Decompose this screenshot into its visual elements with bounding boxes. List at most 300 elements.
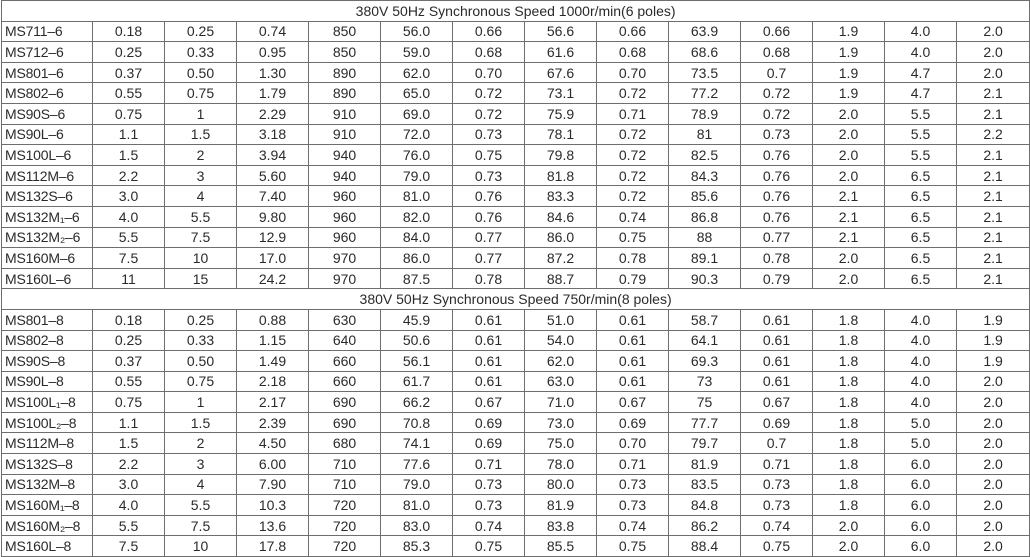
table-cell: 2.0: [957, 515, 1030, 536]
table-cell: 0.72: [597, 186, 669, 207]
table-cell: 6.5: [885, 165, 957, 186]
table-cell: 24.2: [237, 268, 309, 289]
table-cell: 5.5: [93, 515, 165, 536]
table-cell: 7.5: [165, 515, 237, 536]
table-cell: 4.0: [93, 206, 165, 227]
table-cell: 50.6: [381, 330, 453, 351]
table-cell: 61.6: [525, 42, 597, 63]
table-cell: 0.76: [741, 145, 813, 166]
table-row: [2, 248, 1030, 269]
table-cell: 58.7: [669, 309, 741, 330]
table-cell: 0.77: [453, 248, 525, 269]
table-row: [2, 454, 1030, 475]
table-cell: 15: [165, 268, 237, 289]
table-cell: 1.8: [813, 371, 885, 392]
table-cell: 0.55: [93, 371, 165, 392]
table-cell: 0.74: [237, 21, 309, 42]
table-cell: 2.0: [957, 412, 1030, 433]
table-cell: 6.0: [885, 515, 957, 536]
table-cell: 5.5: [885, 145, 957, 166]
table-cell: 68.6: [669, 42, 741, 63]
table-cell: 0.71: [597, 454, 669, 475]
table-cell: 54.0: [525, 330, 597, 351]
table-cell: 0.68: [453, 42, 525, 63]
table-cell: 0.61: [597, 351, 669, 372]
table-cell: 2.0: [813, 268, 885, 289]
table-cell: 1.9: [813, 83, 885, 104]
table-row: [2, 186, 1030, 207]
table-cell: 0.73: [597, 474, 669, 495]
table-row: [2, 474, 1030, 495]
table-cell: 1.8: [813, 412, 885, 433]
table-cell: 720: [309, 515, 381, 536]
table-cell: 0.50: [165, 351, 237, 372]
table-cell: 82.5: [669, 145, 741, 166]
table-cell: 5.5: [93, 227, 165, 248]
motor-spec-table: [1, 0, 1030, 557]
table-cell: 1.9: [813, 21, 885, 42]
table-cell: 2.1: [813, 227, 885, 248]
model-cell: MS160M₂–8: [2, 515, 93, 536]
table-cell: 56.6: [525, 21, 597, 42]
table-cell: 5.5: [165, 495, 237, 516]
table-cell: 0.69: [741, 412, 813, 433]
table-cell: 12.9: [237, 227, 309, 248]
table-cell: 85.6: [669, 186, 741, 207]
model-cell: MS90S–6: [2, 103, 93, 124]
table-cell: 2.0: [957, 454, 1030, 475]
table-cell: 0.76: [453, 206, 525, 227]
table-cell: 0.70: [597, 433, 669, 454]
table-cell: 890: [309, 62, 381, 83]
model-cell: MS160L–8: [2, 536, 93, 557]
table-row: [2, 206, 1030, 227]
table-row: [2, 62, 1030, 83]
table-cell: 0.76: [741, 206, 813, 227]
table-cell: 6.0: [885, 474, 957, 495]
table-cell: 67.6: [525, 62, 597, 83]
table-cell: 2.0: [957, 42, 1030, 63]
table-cell: 81.9: [525, 495, 597, 516]
table-cell: 0.75: [165, 371, 237, 392]
table-cell: 0.72: [453, 103, 525, 124]
table-row: [2, 330, 1030, 351]
table-cell: 0.72: [597, 83, 669, 104]
table-cell: 690: [309, 412, 381, 433]
table-cell: 1: [165, 392, 237, 413]
table-cell: 77.6: [381, 454, 453, 475]
table-cell: 0.61: [453, 371, 525, 392]
table-cell: 2.1: [957, 145, 1030, 166]
table-cell: 0.73: [453, 495, 525, 516]
table-cell: 0.67: [597, 392, 669, 413]
table-cell: 2.0: [957, 371, 1030, 392]
table-cell: 1.9: [813, 42, 885, 63]
table-cell: 3: [165, 165, 237, 186]
table-cell: 78.9: [669, 103, 741, 124]
table-cell: 2.39: [237, 412, 309, 433]
table-cell: 0.69: [597, 412, 669, 433]
table-cell: 0.69: [453, 433, 525, 454]
table-cell: 2.0: [957, 433, 1030, 454]
table-cell: 75: [669, 392, 741, 413]
table-cell: 0.71: [453, 454, 525, 475]
table-cell: 64.1: [669, 330, 741, 351]
table-cell: 4.7: [885, 62, 957, 83]
table-cell: 56.1: [381, 351, 453, 372]
table-cell: 0.75: [93, 392, 165, 413]
table-cell: 0.77: [741, 227, 813, 248]
table-cell: 81.9: [669, 454, 741, 475]
table-cell: 2.1: [957, 248, 1030, 269]
table-cell: 73.0: [525, 412, 597, 433]
table-cell: 1.8: [813, 474, 885, 495]
table-cell: 940: [309, 165, 381, 186]
table-cell: 0.37: [93, 62, 165, 83]
model-cell: MS90S–8: [2, 351, 93, 372]
table-cell: 0.72: [597, 145, 669, 166]
table-cell: 0.61: [741, 371, 813, 392]
table-cell: 10: [165, 536, 237, 557]
table-cell: 56.0: [381, 21, 453, 42]
model-cell: MS90L–6: [2, 124, 93, 145]
table-cell: 13.6: [237, 515, 309, 536]
model-cell: MS160L–6: [2, 268, 93, 289]
table-cell: 2.1: [813, 206, 885, 227]
table-cell: 6.0: [885, 536, 957, 557]
table-cell: 4.50: [237, 433, 309, 454]
table-cell: 81.0: [381, 495, 453, 516]
table-row: [2, 536, 1030, 557]
table-cell: 69.0: [381, 103, 453, 124]
table-cell: 0.77: [453, 227, 525, 248]
table-cell: 0.61: [597, 371, 669, 392]
table-cell: 88.7: [525, 268, 597, 289]
table-cell: 0.79: [597, 268, 669, 289]
table-row: [2, 495, 1030, 516]
table-cell: 83.3: [525, 186, 597, 207]
model-cell: MS711–6: [2, 21, 93, 42]
table-cell: 89.1: [669, 248, 741, 269]
table-cell: 2.0: [813, 145, 885, 166]
table-cell: 0.78: [597, 248, 669, 269]
table-cell: 960: [309, 206, 381, 227]
table-cell: 850: [309, 42, 381, 63]
table-cell: 0.78: [453, 268, 525, 289]
table-cell: 2.1: [957, 83, 1030, 104]
table-cell: 0.61: [597, 309, 669, 330]
table-cell: 0.61: [453, 309, 525, 330]
table-cell: 80.0: [525, 474, 597, 495]
table-cell: 61.7: [381, 371, 453, 392]
table-cell: 62.0: [381, 62, 453, 83]
table-cell: 1.5: [165, 124, 237, 145]
table-cell: 2.1: [957, 103, 1030, 124]
table-cell: 0.74: [741, 515, 813, 536]
table-row: [2, 433, 1030, 454]
table-cell: 2.0: [957, 536, 1030, 557]
table-cell: 83.0: [381, 515, 453, 536]
table-cell: 84.0: [381, 227, 453, 248]
table-cell: 3.18: [237, 124, 309, 145]
table-cell: 2.1: [813, 186, 885, 207]
table-cell: 2.0: [813, 124, 885, 145]
table-cell: 2.17: [237, 392, 309, 413]
table-cell: 0.73: [741, 474, 813, 495]
model-cell: MS112M–8: [2, 433, 93, 454]
table-cell: 5.5: [165, 206, 237, 227]
table-cell: 2.0: [813, 248, 885, 269]
table-cell: 0.68: [597, 42, 669, 63]
table-cell: 86.0: [525, 227, 597, 248]
section-header-row: [2, 1, 1030, 22]
table-cell: 0.7: [741, 62, 813, 83]
table-cell: 2: [165, 433, 237, 454]
table-cell: 7.90: [237, 474, 309, 495]
table-cell: 0.66: [453, 21, 525, 42]
table-cell: 81.8: [525, 165, 597, 186]
table-cell: 0.55: [93, 83, 165, 104]
table-cell: 87.5: [381, 268, 453, 289]
table-row: [2, 268, 1030, 289]
table-row: [2, 351, 1030, 372]
table-cell: 2.1: [957, 268, 1030, 289]
table-cell: 1.49: [237, 351, 309, 372]
table-cell: 72.0: [381, 124, 453, 145]
table-cell: 910: [309, 103, 381, 124]
table-cell: 0.72: [741, 103, 813, 124]
table-cell: 0.75: [597, 227, 669, 248]
table-cell: 0.75: [453, 536, 525, 557]
model-cell: MS132M₁–6: [2, 206, 93, 227]
model-cell: MS132S–8: [2, 454, 93, 475]
table-cell: 74.1: [381, 433, 453, 454]
table-cell: 1.1: [93, 124, 165, 145]
table-cell: 7.5: [93, 248, 165, 269]
table-cell: 2.2: [93, 165, 165, 186]
table-cell: 960: [309, 186, 381, 207]
table-cell: 87.2: [525, 248, 597, 269]
table-cell: 2.1: [957, 165, 1030, 186]
table-cell: 0.76: [741, 165, 813, 186]
table-cell: 690: [309, 392, 381, 413]
model-cell: MS132M–8: [2, 474, 93, 495]
model-cell: MS132M₂–6: [2, 227, 93, 248]
table-cell: 4.0: [885, 309, 957, 330]
table-cell: 0.71: [741, 454, 813, 475]
table-cell: 6.5: [885, 248, 957, 269]
model-cell: MS712–6: [2, 42, 93, 63]
table-cell: 3.0: [93, 186, 165, 207]
table-cell: 1.8: [813, 433, 885, 454]
table-cell: 59.0: [381, 42, 453, 63]
table-cell: 0.61: [741, 309, 813, 330]
model-cell: MS801–8: [2, 309, 93, 330]
table-cell: 2.2: [957, 124, 1030, 145]
table-cell: 5.0: [885, 412, 957, 433]
table-cell: 0.61: [741, 330, 813, 351]
table-cell: 5.5: [885, 124, 957, 145]
table-cell: 77.2: [669, 83, 741, 104]
table-cell: 0.33: [165, 330, 237, 351]
table-cell: 77.7: [669, 412, 741, 433]
table-cell: 0.66: [741, 21, 813, 42]
table-cell: 0.25: [93, 330, 165, 351]
table-cell: 0.37: [93, 351, 165, 372]
table-cell: 3.94: [237, 145, 309, 166]
table-cell: 0.75: [453, 145, 525, 166]
table-cell: 1.9: [957, 309, 1030, 330]
table-cell: 10: [165, 248, 237, 269]
table-cell: 90.3: [669, 268, 741, 289]
table-cell: 2.0: [813, 536, 885, 557]
table-cell: 0.50: [165, 62, 237, 83]
table-cell: 0.72: [597, 124, 669, 145]
table-row: [2, 145, 1030, 166]
table-cell: 1.8: [813, 309, 885, 330]
table-cell: 0.88: [237, 309, 309, 330]
table-cell: 0.25: [165, 309, 237, 330]
table-cell: 2.0: [957, 21, 1030, 42]
section-title: 380V 50Hz Synchronous Speed 750r/min(8 poles): [2, 289, 1030, 310]
table-cell: 69.3: [669, 351, 741, 372]
table-cell: 0.71: [597, 103, 669, 124]
table-cell: 82.0: [381, 206, 453, 227]
table-cell: 86.0: [381, 248, 453, 269]
table-cell: 940: [309, 145, 381, 166]
table-cell: 75.0: [525, 433, 597, 454]
table-cell: 86.2: [669, 515, 741, 536]
table-cell: 1.8: [813, 351, 885, 372]
table-cell: 710: [309, 474, 381, 495]
table-cell: 6.00: [237, 454, 309, 475]
table-cell: 0.75: [93, 103, 165, 124]
table-cell: 65.0: [381, 83, 453, 104]
table-cell: 0.95: [237, 42, 309, 63]
table-row: [2, 124, 1030, 145]
table-cell: 4: [165, 186, 237, 207]
table-cell: 63.9: [669, 21, 741, 42]
table-cell: 6.5: [885, 186, 957, 207]
table-cell: 0.25: [165, 21, 237, 42]
table-cell: 0.73: [453, 165, 525, 186]
table-cell: 10.3: [237, 495, 309, 516]
table-cell: 1.8: [813, 392, 885, 413]
table-cell: 970: [309, 248, 381, 269]
table-cell: 83.5: [669, 474, 741, 495]
table-cell: 2.0: [813, 165, 885, 186]
table-cell: 7.5: [165, 227, 237, 248]
table-cell: 1.8: [813, 495, 885, 516]
table-cell: 0.33: [165, 42, 237, 63]
table-cell: 0.73: [453, 124, 525, 145]
table-cell: 84.8: [669, 495, 741, 516]
model-cell: MS802–8: [2, 330, 93, 351]
table-cell: 1.79: [237, 83, 309, 104]
table-cell: 0.74: [453, 515, 525, 536]
table-cell: 0.76: [453, 186, 525, 207]
table-cell: 2: [165, 145, 237, 166]
table-cell: 2.0: [813, 515, 885, 536]
table-cell: 0.73: [741, 124, 813, 145]
table-row: [2, 515, 1030, 536]
table-row: [2, 371, 1030, 392]
table-cell: 81.0: [381, 186, 453, 207]
table-cell: 6.0: [885, 495, 957, 516]
table-cell: 1.9: [957, 330, 1030, 351]
model-cell: MS100L₂–8: [2, 412, 93, 433]
section-title: 380V 50Hz Synchronous Speed 1000r/min(6 poles): [2, 1, 1030, 22]
table-cell: 850: [309, 21, 381, 42]
table-cell: 1.30: [237, 62, 309, 83]
table-cell: 1: [165, 103, 237, 124]
table-cell: 7.40: [237, 186, 309, 207]
table-cell: 0.73: [741, 495, 813, 516]
table-row: [2, 83, 1030, 104]
table-cell: 2.0: [957, 495, 1030, 516]
table-cell: 71.0: [525, 392, 597, 413]
table-cell: 630: [309, 309, 381, 330]
table-cell: 17.0: [237, 248, 309, 269]
table-cell: 4: [165, 474, 237, 495]
table-cell: 86.8: [669, 206, 741, 227]
table-cell: 6.0: [885, 454, 957, 475]
table-cell: 720: [309, 495, 381, 516]
table-cell: 0.73: [597, 495, 669, 516]
table-cell: 51.0: [525, 309, 597, 330]
table-cell: 4.0: [93, 495, 165, 516]
table-cell: 0.74: [597, 206, 669, 227]
table-cell: 2.18: [237, 371, 309, 392]
table-cell: 640: [309, 330, 381, 351]
table-cell: 0.61: [453, 351, 525, 372]
table-cell: 4.0: [885, 371, 957, 392]
table-cell: 0.76: [741, 186, 813, 207]
table-cell: 0.78: [741, 248, 813, 269]
table-cell: 3: [165, 454, 237, 475]
table-cell: 73: [669, 371, 741, 392]
table-cell: 4.0: [885, 21, 957, 42]
model-cell: MS90L–8: [2, 371, 93, 392]
table-cell: 1.5: [93, 433, 165, 454]
model-cell: MS100L₁–8: [2, 392, 93, 413]
table-cell: 9.80: [237, 206, 309, 227]
table-cell: 78.1: [525, 124, 597, 145]
table-cell: 3.0: [93, 474, 165, 495]
model-cell: MS160M₁–8: [2, 495, 93, 516]
table-cell: 73.5: [669, 62, 741, 83]
model-cell: MS160M–6: [2, 248, 93, 269]
table-cell: 2.2: [93, 454, 165, 475]
table-cell: 710: [309, 454, 381, 475]
table-cell: 2.1: [957, 186, 1030, 207]
table-cell: 5.5: [885, 103, 957, 124]
table-cell: 0.75: [741, 536, 813, 557]
table-cell: 45.9: [381, 309, 453, 330]
table-row: [2, 42, 1030, 63]
table-cell: 88: [669, 227, 741, 248]
table-cell: 11: [93, 268, 165, 289]
table-cell: 0.18: [93, 21, 165, 42]
table-cell: 0.7: [741, 433, 813, 454]
table-cell: 1.1: [93, 412, 165, 433]
table-cell: 0.73: [453, 474, 525, 495]
model-cell: MS802–6: [2, 83, 93, 104]
table-row: [2, 412, 1030, 433]
table-cell: 0.70: [453, 62, 525, 83]
table-cell: 0.72: [597, 165, 669, 186]
table-row: [2, 392, 1030, 413]
